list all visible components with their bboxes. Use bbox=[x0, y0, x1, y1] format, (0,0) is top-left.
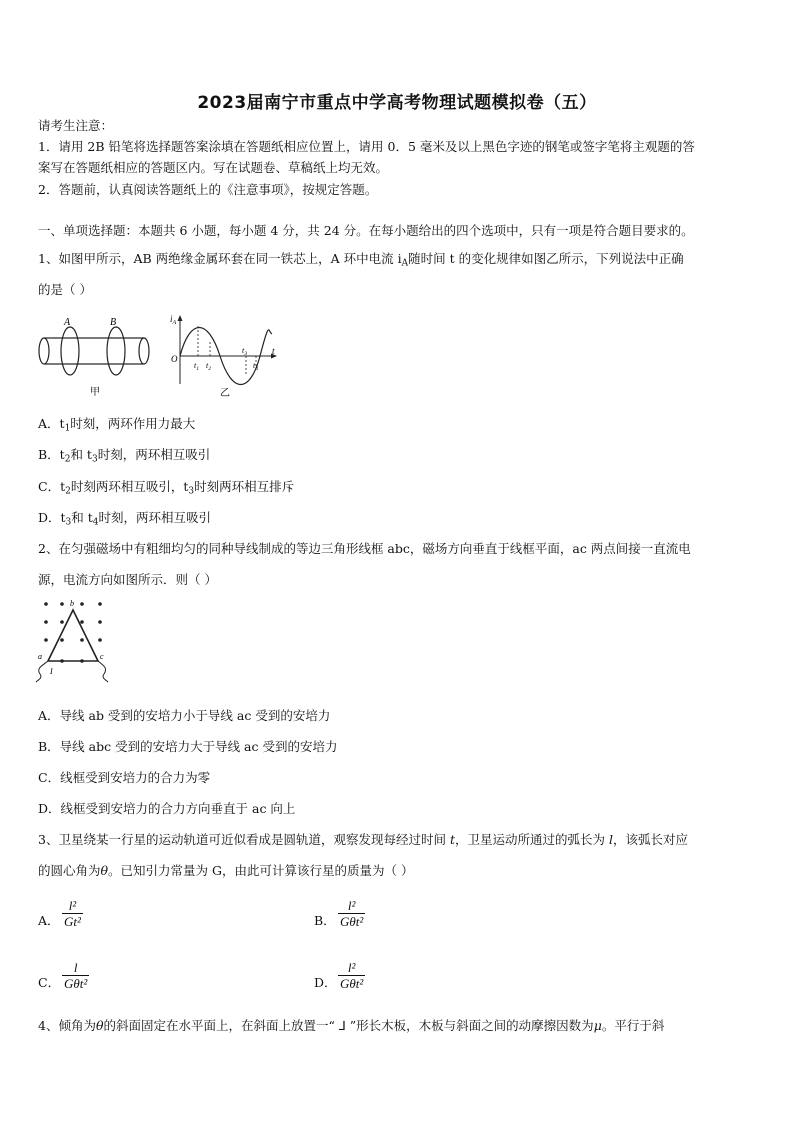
notice-line-2: 案写在答题纸相应的答题区内。写在试题卷、草稿纸上均无效。 bbox=[38, 160, 389, 175]
x-axis-label: t bbox=[272, 346, 275, 356]
current-label: I bbox=[50, 667, 53, 676]
y-axis-label: $i_A$ bbox=[170, 314, 177, 326]
q1-option-c: C．$t_2$时刻两环相互吸引，$t_3$时刻两环相互排斥 bbox=[38, 479, 295, 497]
notice-line-1: 1．请用 2B 铅笔将选择题答案涂填在答题纸相应位置上，请用 0．5 毫米及以上黑色字迹的钢笔或签字笔将主观题的答 bbox=[38, 139, 695, 154]
q1-figure-yi bbox=[168, 312, 280, 402]
t3-label: $t_3$ bbox=[242, 346, 247, 357]
q4-stem-line-1: 4、倾角为θ的斜面固定在水平面上，在斜面上放置一“ ⅃ ”形长木板，木板与斜面之间的动摩擦因数为μ。平行于斜 bbox=[38, 1018, 665, 1033]
q3-option-a-fraction: l² Gt² bbox=[64, 898, 81, 929]
t1-label: $t_1$ bbox=[194, 361, 199, 372]
q3-option-d-fraction: l² Gθt² bbox=[340, 960, 364, 991]
q3-option-d-label: D． bbox=[314, 975, 337, 990]
vertex-c-label: c bbox=[100, 652, 104, 661]
q3-option-a-label: A． bbox=[38, 913, 60, 928]
ring-a-label: A bbox=[64, 317, 71, 328]
fig-jia-caption: 甲 bbox=[90, 387, 100, 398]
q2-option-b: B．导线 abc 受到的安培力大于导线 ac 受到的安培力 bbox=[38, 739, 338, 754]
fig-yi-caption: 乙 bbox=[220, 388, 230, 399]
q2-stem-line-1: 2、在匀强磁场中有粗细均匀的同种导线制成的等边三角形线框 abc，磁场方向垂直于线框平面，ac 两点间接一直流电 bbox=[38, 541, 691, 556]
section-heading: 一、单项选择题：本题共 6 小题，每小题 4 分，共 24 分。在每小题给出的四个选项中，只有一项是符合题目要求的。 bbox=[38, 223, 694, 238]
q2-option-d: D．线框受到安培力的合力方向垂直于 ac 向上 bbox=[38, 801, 296, 816]
q2-figure-triangle bbox=[34, 596, 126, 688]
q3-option-b-label: B． bbox=[314, 913, 336, 928]
q1-option-a: A．$t_1$时刻，两环作用力最大 bbox=[38, 416, 196, 434]
page-title: 2023届南宁市重点中学高考物理试题模拟卷（五） bbox=[197, 93, 597, 113]
q2-option-c: C．线框受到安培力的合力为零 bbox=[38, 770, 211, 785]
q1-stem-line-1: 1、如图甲所示，AB 两绝缘金属环套在同一铁芯上，A 环中电流 $i_A$随时间 t 的变化规律如图乙所示，下列说法中正确 bbox=[38, 251, 684, 269]
notice-heading: 请考生注意： bbox=[38, 118, 114, 133]
q2-option-a: A．导线 ab 受到的安培力小于导线 ac 受到的安培力 bbox=[38, 708, 331, 723]
q3-option-c-label: C． bbox=[38, 975, 61, 990]
q1-figure-jia bbox=[38, 312, 158, 402]
q2-stem-line-2: 源，电流方向如图所示．则（ ） bbox=[38, 572, 217, 587]
q3-stem-line-1: 3、卫星绕某一行星的运动轨道可近似看成是圆轨道，观察发现每经过时间 t，卫星运动所通过的弧长为 l，该弧长对应 bbox=[38, 832, 688, 847]
notice-line-3: 2．答题前，认真阅读答题纸上的《注意事项》，按规定答题。 bbox=[38, 182, 378, 197]
vertex-a-label: a bbox=[38, 652, 42, 661]
q3-option-b-fraction: l² Gθt² bbox=[340, 898, 364, 929]
q3-stem-line-2: 的圆心角为θ。已知引力常量为 G，由此可计算该行星的质量为（ ） bbox=[38, 863, 414, 878]
origin-label: O bbox=[171, 354, 178, 364]
vertex-b-label: b bbox=[70, 599, 74, 608]
q3-option-c-fraction: l Gθt² bbox=[64, 960, 88, 991]
q1-option-b: B．$t_2$和 $t_3$时刻，两环相互吸引 bbox=[38, 447, 211, 465]
t4-label: $t_4$ bbox=[253, 361, 258, 372]
q1-stem-line-2: 的是（ ） bbox=[38, 282, 92, 297]
t2-label: $t_2$ bbox=[206, 361, 211, 372]
ring-b-label: B bbox=[110, 317, 117, 328]
q1-option-d: D．$t_3$和 $t_4$时刻，两环相互吸引 bbox=[38, 510, 212, 528]
